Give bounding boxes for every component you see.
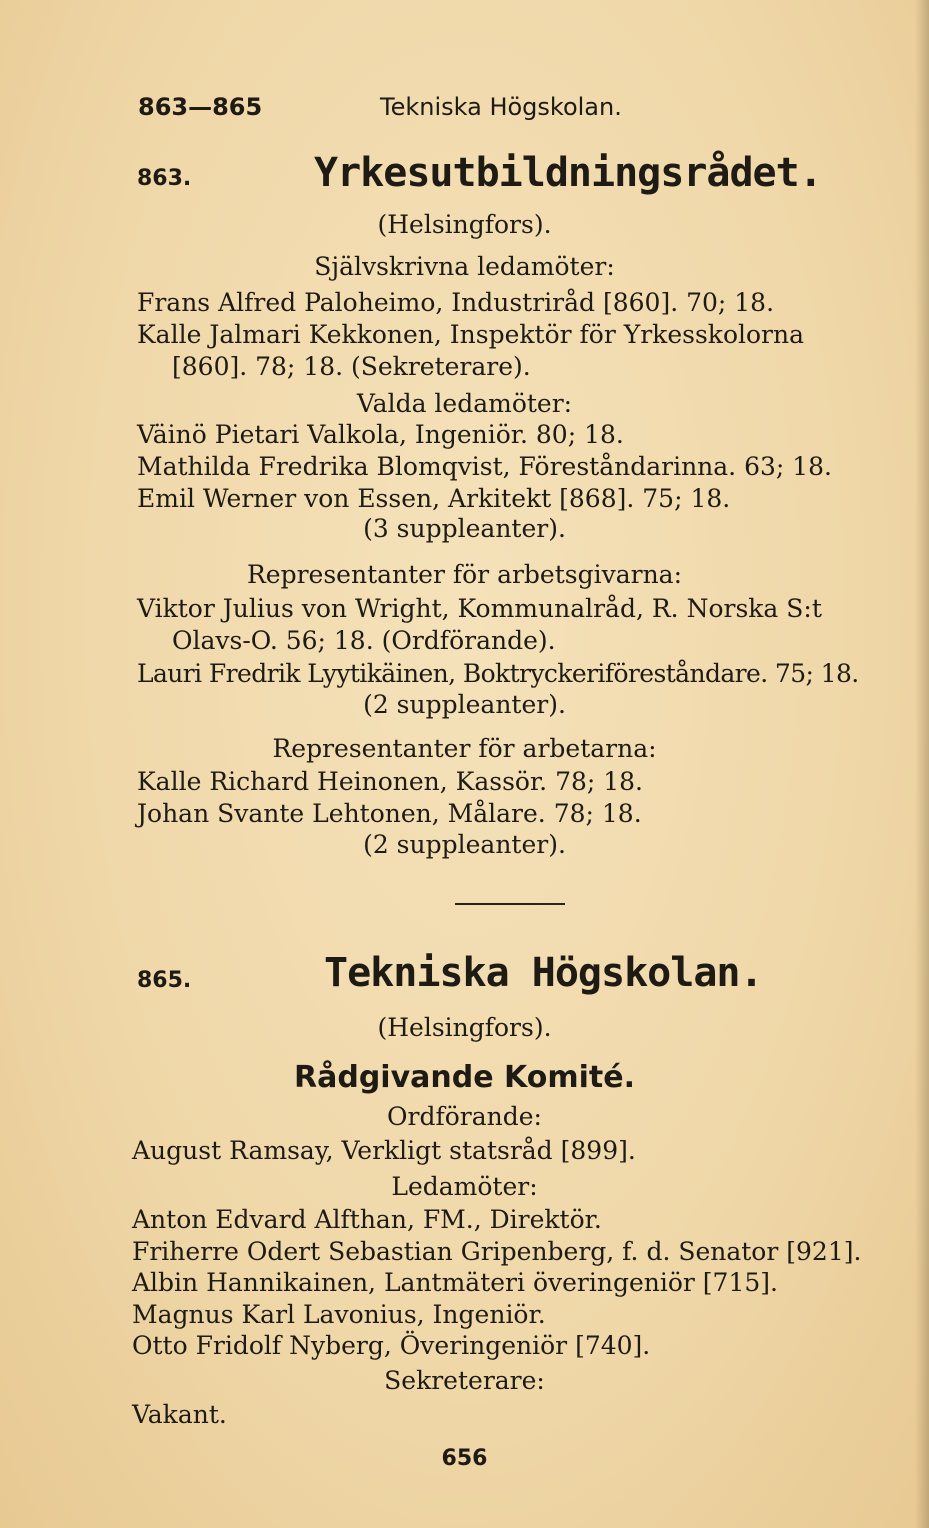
employers-suppleants: (2 suppleanter). bbox=[363, 690, 566, 719]
page-number: 656 bbox=[441, 1446, 488, 1471]
member-1: Anton Edvard Alfthan, FM., Direktör. bbox=[132, 1205, 602, 1234]
chair-heading: Ordförande: bbox=[387, 1102, 542, 1131]
self-members-heading: Självskrivna ledamöter: bbox=[314, 252, 615, 281]
section-865-place: (Helsingfors). bbox=[377, 1013, 552, 1042]
self-member-2-cont: [860]. 78; 18. (Sekreterare). bbox=[172, 352, 531, 381]
secretary-name: Vakant. bbox=[132, 1400, 227, 1429]
member-3: Albin Hannikainen, Lantmäteri överingeniör [715]. bbox=[132, 1268, 778, 1297]
self-member-1: Frans Alfred Paloheimo, Industriråd [860]. 70; 18. bbox=[137, 288, 775, 317]
section-865-number: 865. bbox=[137, 968, 192, 993]
members-heading: Ledamöter: bbox=[391, 1172, 538, 1201]
elected-suppleants: (3 suppleanter). bbox=[363, 514, 566, 543]
elected-member-1: Väinö Pietari Valkola, Ingeniör. 80; 18. bbox=[137, 420, 624, 449]
secretary-heading: Sekreterare: bbox=[384, 1366, 545, 1395]
page-edge-shadow bbox=[915, 0, 929, 1528]
employer-1: Viktor Julius von Wright, Kommunalråd, R. Norska S:t bbox=[137, 594, 822, 623]
elected-members-heading: Valda ledamöter: bbox=[356, 389, 573, 418]
header-range: 863—865 bbox=[138, 93, 263, 121]
section-863-place: (Helsingfors). bbox=[377, 210, 552, 239]
section-863-number: 863. bbox=[137, 166, 192, 191]
elected-member-2: Mathilda Fredrika Blomqvist, Föreståndarinna. 63; 18. bbox=[137, 452, 833, 481]
section-865-title: Tekniska Högskolan. bbox=[324, 950, 763, 996]
member-4: Magnus Karl Lavonius, Ingeniör. bbox=[132, 1300, 546, 1329]
header-title: Tekniska Högskolan. bbox=[380, 93, 622, 121]
section-divider bbox=[455, 903, 565, 905]
worker-2: Johan Svante Lehtonen, Målare. 78; 18. bbox=[137, 799, 642, 828]
worker-1: Kalle Richard Heinonen, Kassör. 78; 18. bbox=[137, 767, 644, 796]
member-5: Otto Fridolf Nyberg, Överingeniör [740]. bbox=[132, 1331, 651, 1360]
self-member-2: Kalle Jalmari Kekkonen, Inspektör för Yrkesskolorna bbox=[137, 320, 804, 349]
employer-1-cont: Olavs-O. 56; 18. (Ordförande). bbox=[172, 626, 556, 655]
elected-member-3: Emil Werner von Essen, Arkitekt [868]. 75; 18. bbox=[137, 484, 731, 513]
workers-suppleants: (2 suppleanter). bbox=[363, 830, 566, 859]
member-2: Friherre Odert Sebastian Gripenberg, f. d. Senator [921]. bbox=[132, 1237, 862, 1266]
employer-2: Lauri Fredrik Lyytikäinen, Boktryckeriföreståndare. 75; 18. bbox=[137, 659, 859, 688]
section-863-title: Yrkesutbildningsrådet. bbox=[314, 150, 822, 196]
chair-name: August Ramsay, Verkligt statsråd [899]. bbox=[132, 1136, 636, 1165]
workers-heading: Representanter för arbetarna: bbox=[272, 734, 657, 763]
employers-heading: Representanter för arbetsgivarna: bbox=[246, 560, 683, 589]
committee-title: Rådgivande Komité. bbox=[294, 1060, 635, 1095]
